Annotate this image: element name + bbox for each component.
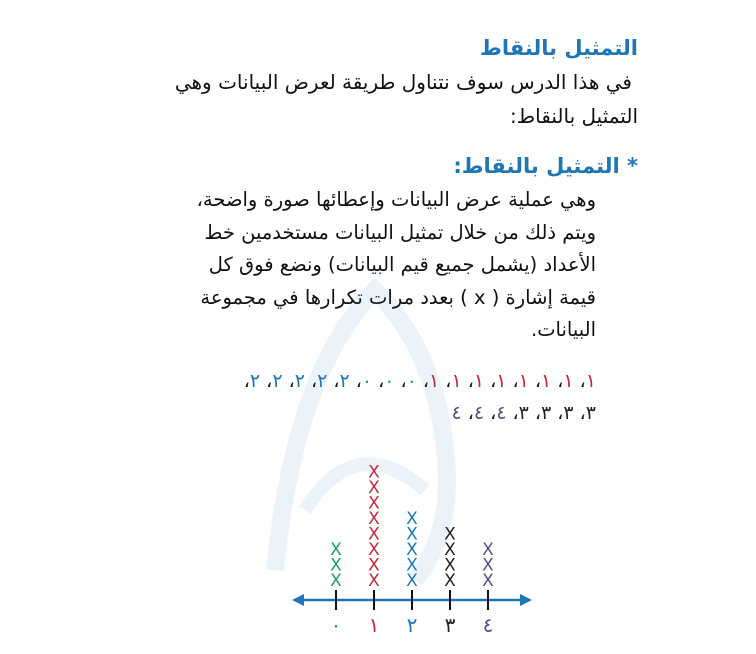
tick-label: ٢: [406, 613, 418, 637]
x-marker: X: [368, 540, 380, 560]
intro-line-2: التمثيل بالنقاط:: [509, 104, 638, 128]
value-separator: ،: [551, 370, 564, 392]
x-marker: X: [444, 524, 456, 545]
tick-label: ٠: [330, 613, 342, 637]
x-marker: X: [406, 509, 418, 529]
data-value: ٠: [384, 370, 395, 392]
data-value: ٢: [339, 370, 350, 392]
value-separator: ،: [528, 370, 541, 392]
value-separator: ،: [484, 402, 497, 424]
x-marker: X: [330, 571, 342, 591]
x-marker: X: [368, 555, 380, 576]
value-separator: ،: [349, 370, 362, 392]
tick-label: ٣: [444, 613, 456, 637]
data-value: ١: [585, 370, 596, 392]
data-value: ٢: [249, 370, 261, 392]
x-marker: X: [368, 493, 380, 514]
paragraph-line: قيمة إشارة ( x ) بعدد مرات تكرارها في مجموعة: [200, 285, 596, 309]
data-value: ١: [541, 370, 552, 392]
value-separator: ،: [484, 370, 497, 392]
x-marker: X: [444, 571, 456, 591]
tick-label: ١: [368, 613, 380, 637]
x-marker: X: [482, 540, 494, 560]
data-value: ٢: [294, 370, 305, 392]
x-marker: X: [444, 540, 456, 560]
value-separator: ،: [461, 402, 474, 424]
x-marker: X: [368, 462, 380, 483]
data-value: ٤: [473, 402, 485, 424]
data-value: ٢: [272, 370, 283, 392]
data-value: ١: [496, 370, 507, 392]
value-separator: ،: [260, 370, 273, 392]
value-separator: ،: [551, 402, 564, 424]
value-separator: ،: [327, 370, 340, 392]
x-marker: X: [406, 540, 418, 560]
data-value: ٣: [541, 402, 552, 424]
page-heading: التمثيل بالنقاط: [480, 36, 638, 60]
value-separator: ،: [439, 370, 452, 392]
value-separator: ،: [573, 402, 586, 424]
data-value: ١: [451, 370, 462, 392]
x-marker: X: [368, 524, 380, 545]
data-value: ٤: [496, 402, 507, 424]
paragraph-line: ويتم ذلك من خلال تمثيل البيانات مستخدمين خط: [204, 220, 596, 244]
section-subheading: * التمثيل بالنقاط:: [453, 154, 638, 178]
data-value: ٣: [585, 402, 596, 424]
x-marker: X: [368, 571, 380, 591]
data-value: ٠: [406, 370, 417, 392]
intro-line-1: في هذا الدرس سوف نتناول طريقة لعرض البيانات وهي: [174, 70, 632, 94]
x-marker: X: [330, 540, 342, 560]
paragraph-line: وهي عملية عرض البيانات وإعطائها صورة واضحة،: [196, 188, 596, 211]
value-separator: ،: [461, 370, 474, 392]
x-marker: X: [482, 555, 494, 576]
x-marker: X: [406, 555, 418, 576]
axis-arrow-right: [520, 594, 532, 606]
tick-label: ٤: [482, 613, 494, 637]
data-value: ١: [473, 370, 485, 392]
data-value: ٢: [317, 370, 328, 392]
axis-arrow-left: [292, 594, 304, 606]
data-value: ١: [429, 370, 440, 392]
value-separator: ،: [506, 402, 519, 424]
paragraph-line: البيانات.: [531, 318, 596, 341]
value-separator: ،: [506, 370, 519, 392]
value-separator: ،: [528, 402, 541, 424]
value-separator: ،: [282, 370, 295, 392]
data-value: ١: [563, 370, 574, 392]
x-marker: X: [406, 571, 418, 591]
data-value: ٣: [518, 402, 529, 424]
value-separator: ،: [416, 370, 430, 392]
value-separator: ،: [372, 370, 385, 392]
x-marker: X: [406, 524, 418, 545]
value-separator: ،: [573, 370, 586, 392]
x-marker: X: [444, 555, 456, 576]
x-marker: X: [368, 478, 380, 498]
data-value: ١: [518, 370, 529, 392]
data-value: ٠: [361, 370, 373, 392]
value-separator: ،: [304, 370, 318, 392]
x-marker: X: [482, 571, 494, 591]
data-value: ٤: [451, 402, 462, 424]
value-separator: ،: [394, 370, 407, 392]
value-separator: ،: [243, 370, 250, 392]
x-marker: X: [368, 509, 380, 529]
paragraph-line: الأعداد (يشمل جميع قيم البيانات) ونضع فوق كل: [208, 253, 596, 276]
data-value: ٣: [563, 402, 574, 424]
x-marker: X: [330, 555, 342, 576]
